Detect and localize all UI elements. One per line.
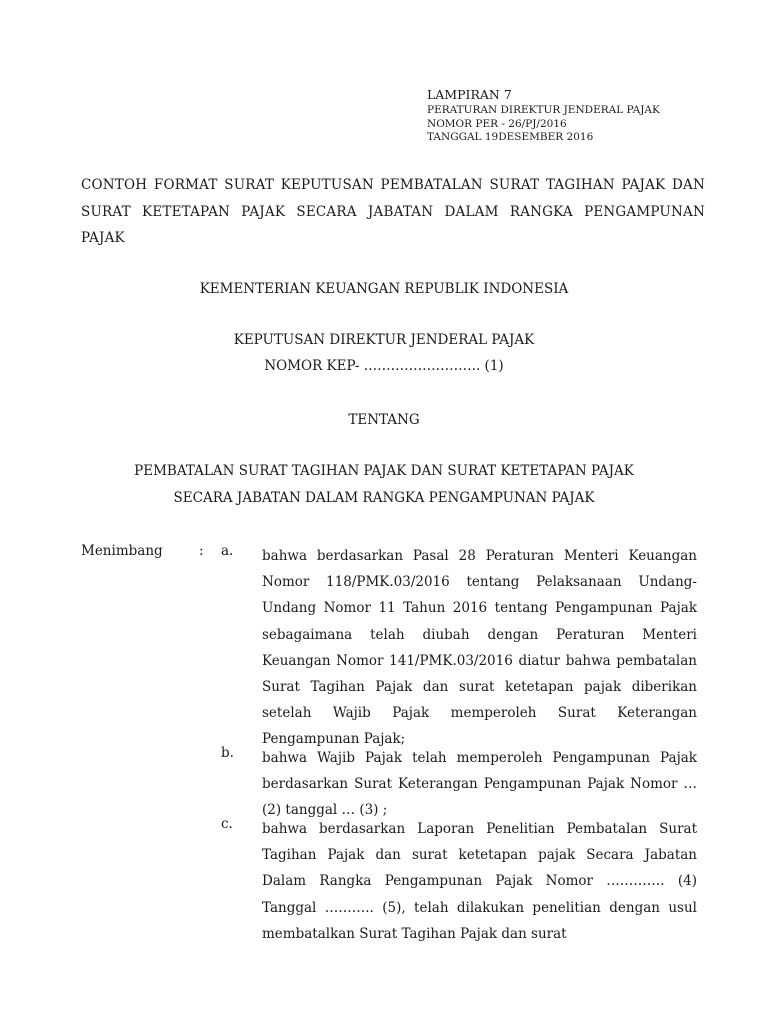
item-text: bahwa Wajib Pajak telah memperoleh Pengampunan Pajak berdasarkan Surat Keterangan Pengampunan Pajak Nomor … (2) tanggal … (3) ; <box>262 750 697 819</box>
item-marker: b. <box>221 745 234 761</box>
considering-colon: : <box>199 543 204 559</box>
item-marker: c. <box>221 816 233 832</box>
subject-line-2: SECARA JABATAN DALAM RANGKA PENGAMPUNAN PAJAK <box>173 490 595 506</box>
subject-line-1: PEMBATALAN SURAT TAGIHAN PAJAK DAN SURAT KETETAPAN PAJAK <box>134 463 634 479</box>
attachment-block <box>427 86 660 145</box>
ministry-name: KEMENTERIAN KEUANGAN REPUBLIK INDONESIA <box>199 281 569 297</box>
item-text: bahwa berdasarkan Laporan Penelitian Pembatalan Surat Tagihan Pajak dan surat ketetapan pajak Secara Jabatan Dalam Rangka Pengampunan Pajak Nomor …………. (4) Tanggal ……….. (5), telah dilakukan penelitian dengan usul membatalkan Surat Tagihan Pajak dan surat <box>262 821 697 942</box>
decision-number: NOMOR KEP- …………………….. (1) <box>264 358 504 374</box>
considering-label: Menimbang <box>81 543 163 559</box>
decision-title: KEPUTUSAN DIREKTUR JENDERAL PAJAK <box>233 332 535 348</box>
attachment-date: TANGGAL 19DESEMBER 2016 <box>427 131 594 143</box>
about-label: TENTANG <box>348 412 420 428</box>
item-marker: a. <box>221 543 234 559</box>
document-heading: CONTOH FORMAT SURAT KEPUTUSAN PEMBATALAN SURAT TAGIHAN PAJAK DAN SURAT KETETAPAN PAJAK SECARA JABATAN DALAM RANGKA PENGAMPUNAN PAJAK <box>81 177 705 246</box>
attachment-regulation: PERATURAN DIREKTUR JENDERAL PAJAK <box>427 104 660 116</box>
attachment-label: LAMPIRAN 7 <box>427 87 512 102</box>
item-text: bahwa berdasarkan Pasal 28 Peraturan Menteri Keuangan Nomor 118/PMK.03/2016 tentang Pelaksanaan Undang-Undang Nomor 11 Tahun 2016 tentang Pengampunan Pajak sebagaimana telah diubah dengan Peraturan Menteri Keuangan Nomor 141/PMK.03/2016 diatur bahwa pembatalan Surat Tagihan Pajak dan surat ketetapan pajak diberikan setelah Wajib Pajak memperoleh Surat Keterangan Pengampunan Pajak; <box>262 548 697 748</box>
attachment-number: NOMOR PER - 26/PJ/2016 <box>427 117 567 130</box>
